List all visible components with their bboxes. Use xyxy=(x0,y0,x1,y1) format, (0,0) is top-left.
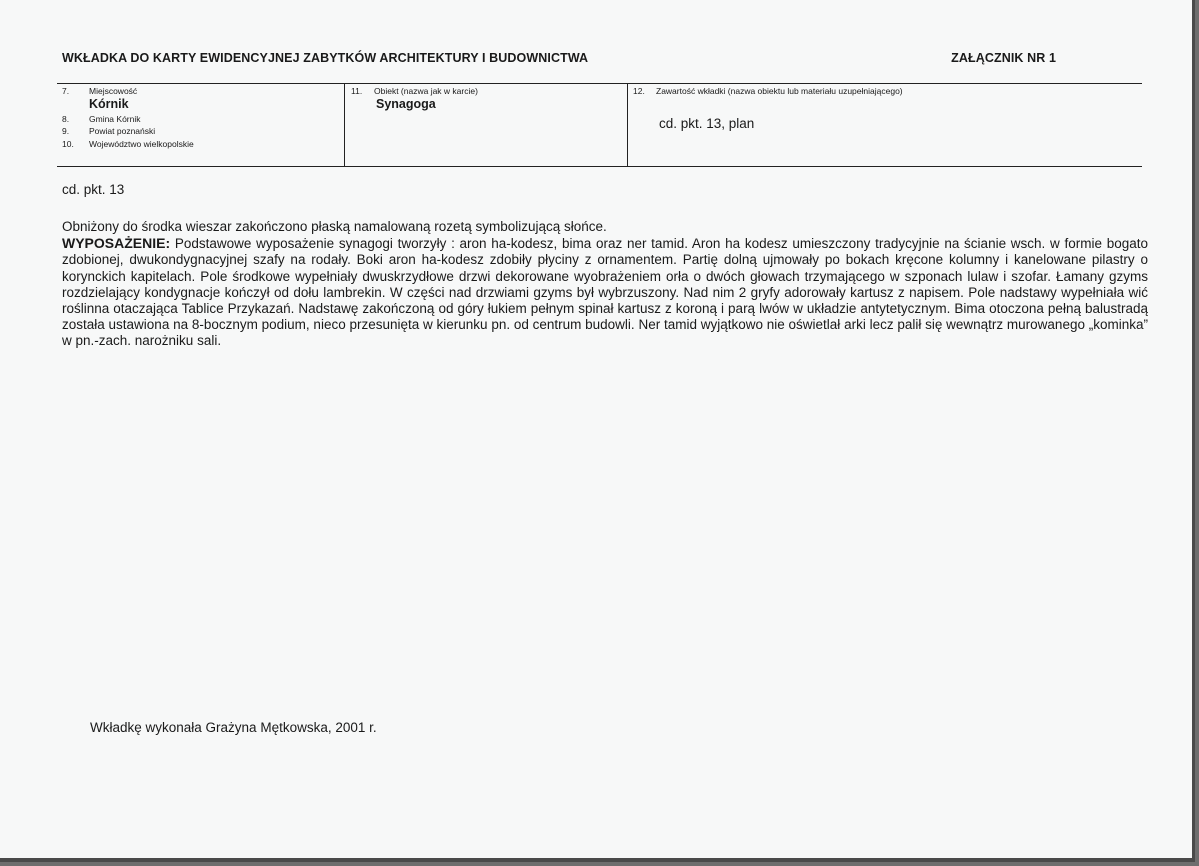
author-note: Wkładkę wykonała Grażyna Mętkowska, 2001 r. xyxy=(90,720,377,735)
field-11-label: 11. Obiekt (nazwa jak w karcie) xyxy=(351,86,478,96)
intro-paragraph: Obniżony do środka wieszar zakończono płaską namalowaną rozetą symbolizującą słońce. xyxy=(62,219,607,234)
field-8: 8. Gmina Kórnik xyxy=(62,114,141,124)
body-text xyxy=(62,219,1148,350)
field-7-value: Kórnik xyxy=(89,97,129,111)
field-7-label: 7. Miejscowość xyxy=(62,86,138,96)
field-11-value: Synagoga xyxy=(376,97,436,111)
form-table xyxy=(57,83,1142,167)
equipment-text: Podstawowe wyposażenie synagogi tworzyły : aron ha-kodesz, bima oraz ner tamid. Aron ha kodesz umieszczony tradycyjnie na ścianie wsch. w formie bogato zdobionej, dwukondygnacyjnej szafy na rodały. Boki aron ha-kodesz zdobiły płyciny z ornamentem. Partię dolną ujmowały po bokach kręcone kolumny i kanelowane pilastry o korynckich kapitelach. Pole środkowe wypełniały dwuskrzydłowe drzwi dekorowane wyobrażeniem orła o dwóch głowach trzymającego w szponach lulaw i szofar. Łamany gzyms rozdzielający kondygnacje kończył od dołu lambrekin. W części nad drzwiami gzyms był wybrzuszony. Nad nim 2 gryfy adorowały kartusz z napisem. Pole nadstawy wypełniała wić roślinna otaczająca Tablice Przykazań. Nadstawę zakończoną od góry łukiem pełnym spinał kartusz z koroną i parą lwów w układzie antytetycznym. Bima otoczona pełną balustradą została ustawiona na 8-bocznym podium, nieco przesunięta w kierunku pn. od centrum budowli. Ner tamid wyjątkowo nie oświetlał arki lecz palił się wewnątrz murowanego „kominka” w pn.-zach. narożniku sali. xyxy=(62,236,1148,349)
continuation-note: cd. pkt. 13 xyxy=(62,182,125,197)
document-header xyxy=(62,51,1056,69)
content-cell xyxy=(628,84,1142,166)
field-9: 9. Powiat poznański xyxy=(62,126,156,136)
field-10: 10. Województwo wielkopolskie xyxy=(62,139,194,149)
equipment-paragraph xyxy=(62,235,1148,349)
field-12-label: 12. Zawartość wkładki (nazwa obiektu lub materiału uzupełniającego) xyxy=(633,86,903,96)
object-cell xyxy=(345,84,628,166)
annex-label: ZAŁĄCZNIK NR 1 xyxy=(951,51,1056,65)
equipment-label: WYPOSAŻENIE: xyxy=(62,235,171,252)
location-cell xyxy=(57,84,345,166)
document-title: WKŁADKA DO KARTY EWIDENCYJNEJ ZABYTKÓW ARCHITEKTURY I BUDOWNICTWA xyxy=(62,51,589,65)
field-12-value: cd. pkt. 13, plan xyxy=(659,116,755,131)
